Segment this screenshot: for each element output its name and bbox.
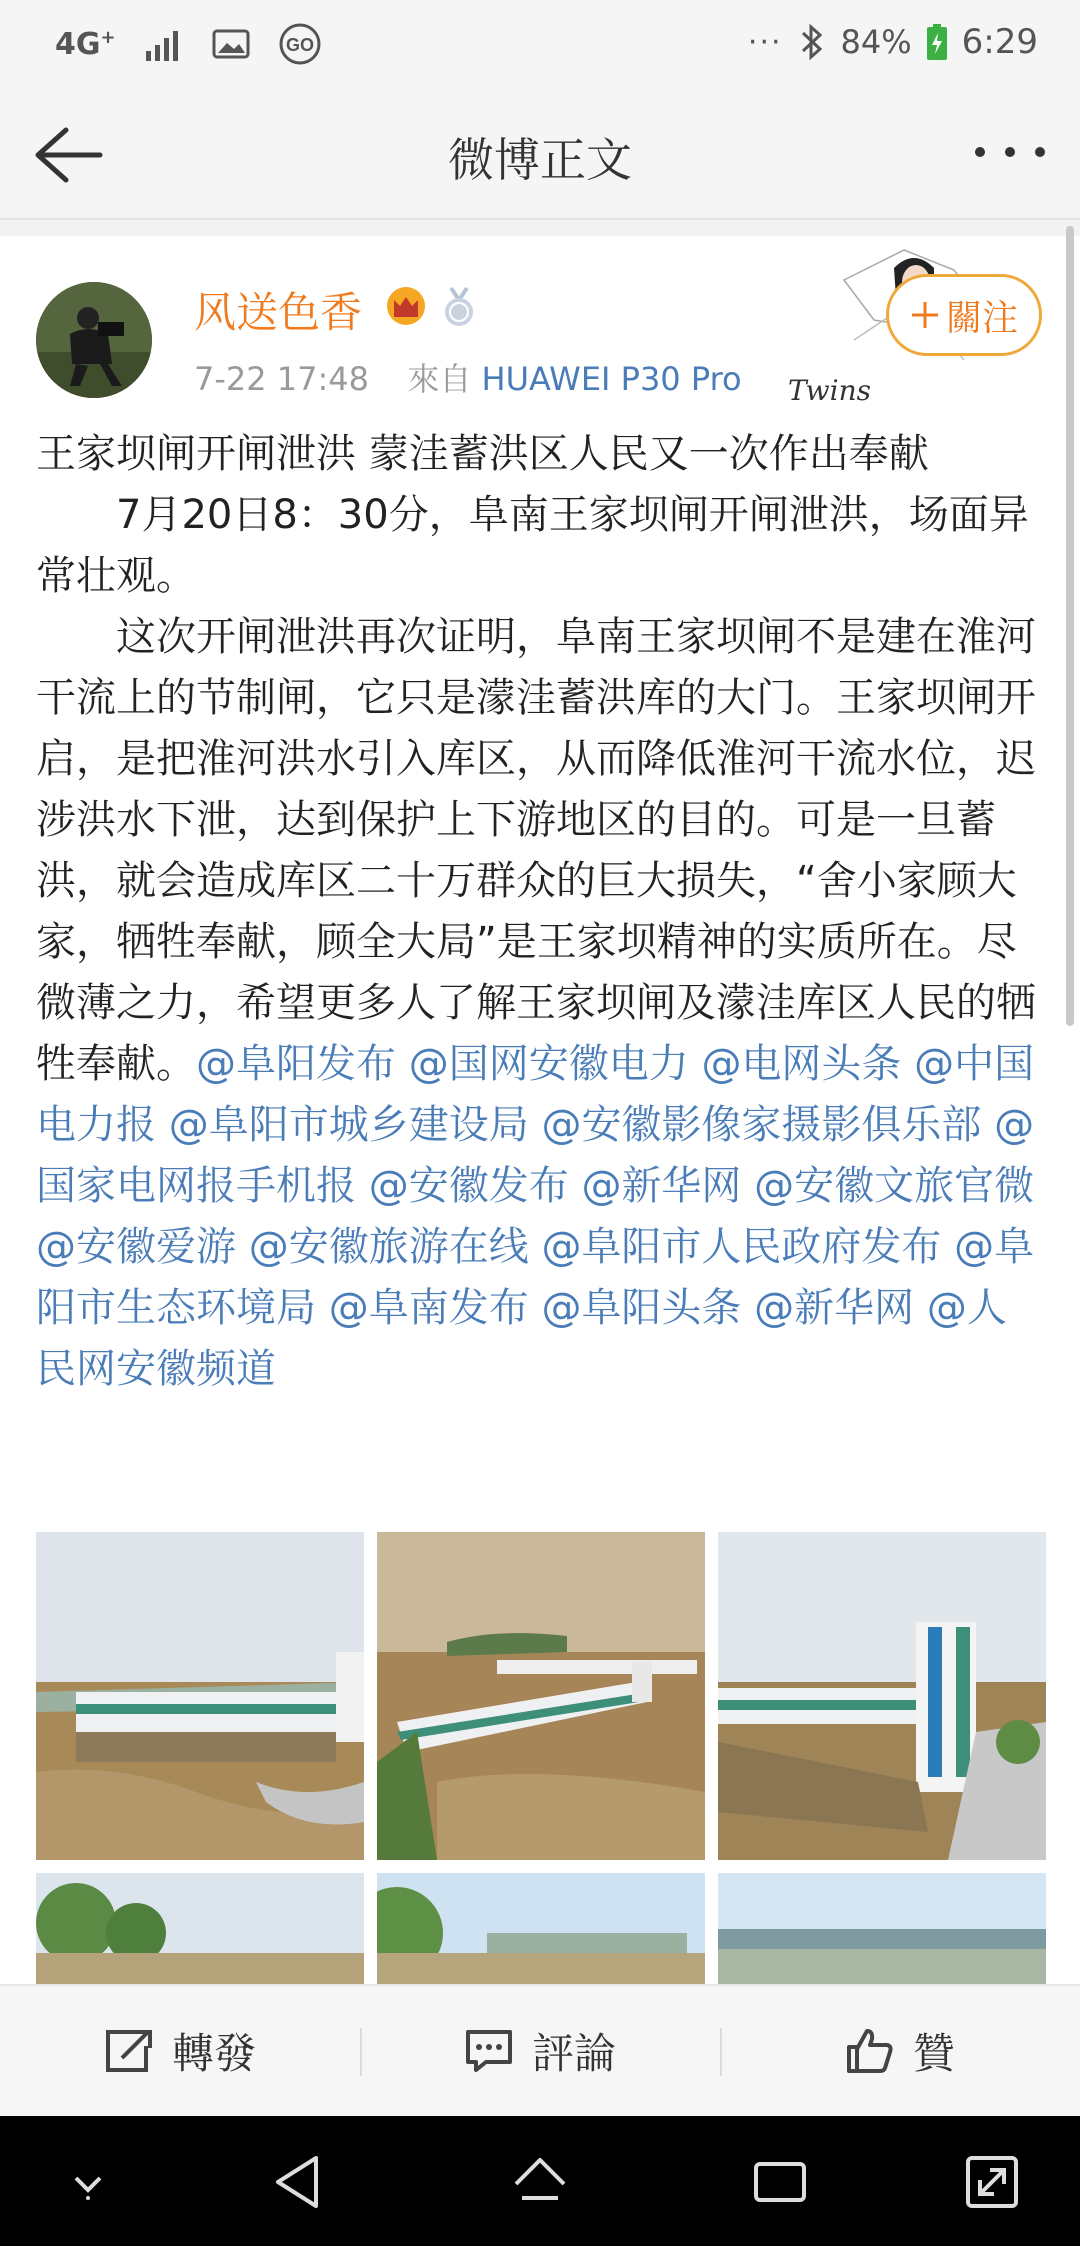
battery-percent: 84% [840, 23, 912, 61]
mention-link[interactable]: @安徽影像家摄影俱乐部 [541, 1102, 982, 1148]
network-indicator [55, 27, 116, 62]
nav-back-icon[interactable] [268, 2150, 332, 2214]
action-bar [0, 1984, 1080, 2116]
photo-thumbnail-4[interactable] [36, 1873, 364, 1984]
photo-thumbnail-3[interactable] [718, 1532, 1046, 1860]
dam-photo-2 [377, 1532, 705, 1860]
follow-label: 關注 [945, 297, 1018, 339]
nav-home-icon[interactable] [508, 2150, 572, 2214]
post-paragraph-2-text: 这次开闸泄洪再次证明，阜南王家坝闸不是建在淮河干流上的节制闸，它只是濛洼蓄洪库的大门。王家坝闸开启，是把淮河洪水引入库区，从而降低淮河干流水位，迟涉洪水下泄，达到保护上下游地区的目的。可是一旦蓄洪，就会造成库区二十万群众的巨大损失，“舍小家顾大家，牺牲奉献，顾全大局”是王家坝精神的实质所在。尽微薄之力，希望更多人了解王家坝闸及濛洼库区人民的牺牲奉献。 [36, 614, 1036, 1087]
page-title: 微博正文 [448, 133, 632, 187]
avatar[interactable] [36, 282, 152, 398]
more-status-dots: ··· [747, 24, 783, 60]
post-headline: 王家坝闸开闸泄洪 蒙洼蓄洪区人民又一次作出奉献 [36, 431, 929, 477]
username[interactable]: 风送色香 [194, 288, 363, 337]
nav-recents-icon[interactable] [748, 2150, 812, 2214]
post-timestamp: 7-22 17:48 [194, 360, 370, 398]
mention-link[interactable]: @新华网 [581, 1163, 742, 1209]
dam-photo-3 [718, 1532, 1046, 1860]
mention-link[interactable]: @阜阳头条 [541, 1285, 742, 1331]
mention-link[interactable]: @电网头条 [701, 1041, 902, 1087]
dam-photo-5 [377, 1873, 705, 1984]
battery-icon [926, 23, 948, 61]
dam-photo-6 [718, 1873, 1046, 1984]
repost-button[interactable] [0, 1986, 360, 2116]
status-bar [0, 0, 1080, 92]
repost-icon [104, 2028, 154, 2074]
photo-thumbnail-6[interactable] [718, 1873, 1046, 1984]
mention-link[interactable]: @阜阳市城乡建设局 [168, 1102, 529, 1148]
more-options-icon[interactable] [970, 132, 1050, 172]
post-card [0, 236, 1080, 1984]
mention-link[interactable]: @阜南发布 [328, 1285, 529, 1331]
clock: 6:29 [961, 22, 1038, 62]
photo-thumbnail-2[interactable] [377, 1532, 705, 1860]
thumbs-up-icon [845, 2027, 895, 2075]
mention-link[interactable]: @国家电网报手机报 [36, 1102, 1035, 1209]
mention-link[interactable]: @阜阳发布 [196, 1041, 396, 1087]
network-label: 4G [55, 26, 101, 62]
avatar-photographer-image [36, 282, 152, 398]
nav-bar [0, 92, 1080, 220]
system-nav-bar [0, 2116, 1080, 2246]
image-icon [212, 29, 250, 59]
post-meta [194, 354, 742, 400]
comment-icon [464, 2028, 514, 2074]
mention-link[interactable]: @人民网安徽频道 [36, 1285, 1007, 1392]
post-text [36, 424, 1046, 1400]
mention-link[interactable]: @安徽爱游 [36, 1224, 236, 1270]
post-paragraph-2 [36, 607, 1046, 1400]
comment-label: 評論 [531, 2029, 616, 2078]
scrollbar[interactable] [1066, 226, 1074, 1026]
source-label: 來自 [407, 360, 472, 398]
mention-link[interactable]: @阜阳市人民政府发布 [541, 1224, 942, 1270]
mention-list [36, 1041, 1034, 1392]
comment-button[interactable] [360, 1986, 720, 2116]
mention-link[interactable]: @国网安徽电力 [408, 1041, 689, 1087]
mention-link[interactable]: @安徽发布 [368, 1163, 569, 1209]
mention-link[interactable]: @中国电力报 [36, 1041, 1035, 1148]
like-button[interactable] [720, 1986, 1080, 2116]
mention-link[interactable]: @新华网 [754, 1285, 915, 1331]
repost-label: 轉發 [171, 2029, 256, 2078]
mention-link[interactable]: @阜阳市生态环境局 [36, 1224, 1035, 1331]
dam-photo-1 [36, 1532, 364, 1860]
dam-photo-4 [36, 1873, 364, 1984]
bluetooth-icon [797, 22, 827, 62]
follow-button[interactable] [886, 274, 1042, 356]
network-sub-label: + [100, 26, 116, 48]
go-icon [278, 22, 322, 66]
source-device[interactable]: HUAWEI P30 Pro [481, 360, 742, 398]
chevron-down-icon[interactable] [56, 2150, 120, 2214]
plus-icon [910, 300, 940, 330]
svg-text:GO: GO [285, 35, 314, 55]
decoration-signature-text: Twins [788, 374, 872, 407]
nav-expand-icon[interactable] [960, 2150, 1024, 2214]
like-label: 贊 [912, 2029, 955, 2078]
photo-thumbnail-5[interactable] [377, 1873, 705, 1984]
post-paragraph-1: 7月20日8：30分，阜南王家坝闸开闸泄洪，场面异常壮观。 [36, 492, 1029, 599]
crown-icon [384, 286, 428, 326]
mention-link[interactable]: @安徽旅游在线 [248, 1224, 529, 1270]
photo-thumbnail-1[interactable] [36, 1532, 364, 1860]
mention-link[interactable]: @安徽文旅官微 [754, 1163, 1035, 1209]
medal-icon [438, 286, 480, 328]
signal-icon [144, 27, 184, 61]
